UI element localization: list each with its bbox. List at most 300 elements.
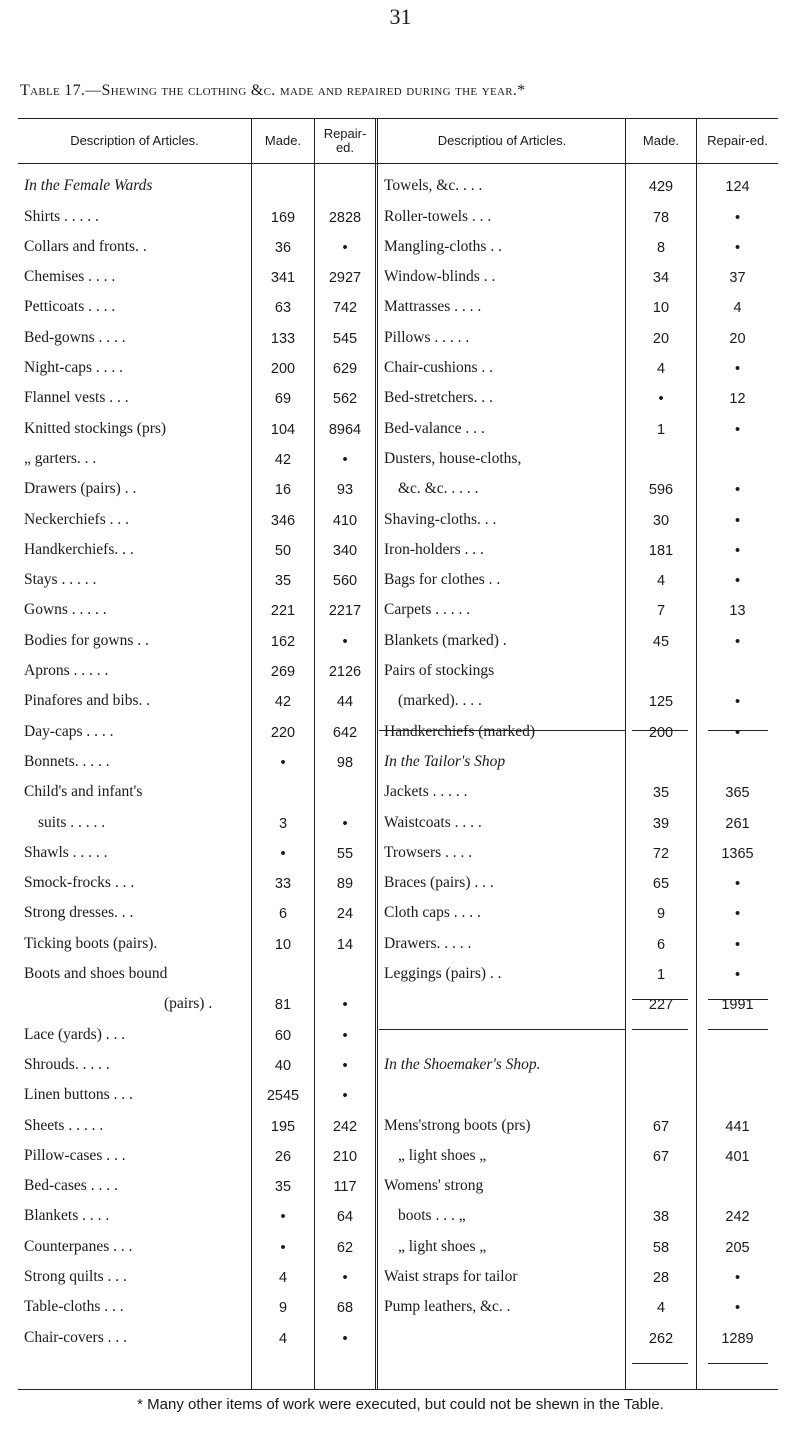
article-description: Waistcoats . . . . (384, 813, 482, 831)
made-count: 181 (648, 542, 674, 559)
table-row (384, 498, 778, 528)
repaired-count: 1289 (721, 1330, 754, 1347)
article-description: Bed-gowns . . . . (24, 328, 126, 346)
table-row (384, 1225, 778, 1255)
table-row (24, 1013, 375, 1043)
table-row (24, 589, 375, 619)
made-count: 341 (270, 270, 296, 287)
table-row (24, 498, 375, 528)
repaired-count: 2126 (328, 664, 362, 681)
article-description: In the Female Wards (24, 177, 153, 195)
table-row (384, 1316, 778, 1346)
header-desc: Description of Articles. (70, 133, 199, 148)
table-row (24, 226, 375, 256)
article-description: Collars and fronts. . (24, 237, 147, 255)
repaired-count: 545 (332, 330, 358, 347)
table-row (24, 468, 375, 498)
repaired-count: 642 (332, 724, 358, 741)
table-row (384, 862, 778, 892)
article-description: Child's and infant's (24, 783, 143, 801)
section-rule (379, 730, 625, 731)
article-description: Chair-covers . . . (24, 1328, 127, 1346)
repaired-count: • (342, 997, 348, 1014)
table-row (384, 922, 778, 952)
made-count: 9 (278, 1300, 288, 1317)
article-description: „ light shoes „ (398, 1237, 487, 1255)
made-count: 42 (274, 694, 292, 711)
made-count: 6 (278, 906, 288, 923)
made-count: 26 (274, 1148, 292, 1165)
repaired-count: 629 (332, 361, 358, 378)
table-row (24, 892, 375, 922)
article-description: Pump leathers, &c. . (384, 1298, 511, 1316)
repaired-count: • (734, 573, 741, 590)
article-description: Knitted stockings (prs) (24, 419, 167, 437)
table-row (24, 1286, 375, 1316)
repaired-count: 8964 (328, 421, 362, 438)
table-row (384, 1286, 778, 1316)
table-row (24, 256, 375, 286)
made-count: 10 (652, 300, 670, 317)
repaired-count: 55 (336, 845, 354, 862)
article-description: Shaving-cloths. . . (384, 510, 497, 528)
repaired-count: • (734, 633, 741, 650)
header-repaired: Repair-ed. (323, 126, 367, 155)
article-description: Bed-stretchers. . . (384, 389, 493, 407)
header-desc-2: Descriptiou of Articles. (437, 133, 567, 148)
made-count: 72 (652, 845, 670, 862)
section-rule (632, 1029, 688, 1030)
table-row (24, 407, 375, 437)
repaired-count: 2217 (328, 603, 362, 620)
made-count: 36 (274, 239, 292, 256)
repaired-count: • (734, 361, 741, 378)
made-count: 2545 (266, 1088, 300, 1105)
table-row (24, 771, 375, 801)
article-description: Blankets . . . . (24, 1207, 110, 1225)
table-row (384, 1074, 778, 1104)
made-count: 596 (648, 482, 674, 499)
table-row (384, 953, 778, 983)
made-count: 1 (656, 421, 666, 438)
made-count: 30 (652, 512, 670, 529)
repaired-count: 562 (332, 391, 358, 408)
made-count: 221 (270, 603, 296, 620)
made-count: • (280, 1239, 286, 1256)
header-repaired-2: Repair-ed. (707, 133, 768, 148)
repaired-count: • (734, 542, 741, 559)
table-row (384, 1195, 778, 1225)
made-count: 58 (652, 1239, 670, 1256)
table-row (384, 559, 778, 589)
footnote: * Many other items of work were executed, but could not be shewn in the Table. (137, 1396, 664, 1413)
made-count: • (280, 845, 286, 862)
made-count: 4 (656, 573, 666, 590)
total-rule (632, 1363, 688, 1364)
made-count: 125 (648, 694, 674, 711)
article-description: „ garters. . . (24, 449, 97, 467)
made-count: 28 (652, 1269, 670, 1286)
table-row (384, 256, 778, 286)
made-count: 4 (656, 1300, 666, 1317)
article-description: Neckerchiefs . . . (24, 510, 130, 528)
article-description: Mangling-cloths . . (384, 237, 502, 255)
repaired-count: 1991 (721, 997, 754, 1014)
table-row (24, 438, 375, 468)
made-count: 78 (652, 209, 670, 226)
article-description: Gowns . . . . . (24, 601, 107, 619)
repaired-count: 261 (725, 815, 750, 832)
made-count: 60 (274, 1027, 292, 1044)
caption-text: Shewing the clothing &c. made and repaired during the year.* (101, 82, 526, 99)
made-count: 34 (652, 270, 670, 287)
repaired-count: 98 (336, 754, 354, 771)
article-description: Pinafores and bibs. . (24, 692, 151, 710)
repaired-count: • (734, 239, 741, 256)
table-row (24, 862, 375, 892)
table-row (384, 438, 778, 468)
made-count: 262 (648, 1330, 674, 1347)
made-count: • (280, 754, 286, 771)
table-row (24, 1104, 375, 1134)
total-rule (632, 999, 688, 1000)
table-row (384, 226, 778, 256)
repaired-count: • (342, 239, 348, 256)
repaired-count: 210 (332, 1148, 358, 1165)
repaired-count: • (734, 1300, 741, 1317)
made-count: 195 (270, 1118, 296, 1135)
repaired-count: 205 (725, 1239, 750, 1256)
article-description: Braces (pairs) . . . (384, 874, 494, 892)
article-description: „ light shoes „ (398, 1146, 487, 1164)
table-row (384, 589, 778, 619)
table-row (24, 1225, 375, 1255)
article-description: Table-cloths . . . (24, 1298, 124, 1316)
section-rule (708, 730, 768, 731)
article-description: Mattrasses . . . . (384, 298, 482, 316)
repaired-count: 89 (336, 876, 354, 893)
article-description: boots . . . „ (398, 1207, 466, 1225)
section-rule (708, 1029, 768, 1030)
repaired-count: 124 (725, 179, 750, 196)
made-count: 67 (652, 1118, 670, 1135)
repaired-count: 44 (336, 694, 354, 711)
table-row (384, 1256, 778, 1286)
table-row (384, 347, 778, 377)
table-caption (20, 82, 790, 100)
repaired-count: 62 (336, 1239, 354, 1256)
repaired-count: • (342, 815, 348, 832)
repaired-count: • (342, 1088, 348, 1105)
made-count: 4 (278, 1330, 288, 1347)
repaired-count: • (734, 936, 741, 953)
made-count: 7 (656, 603, 666, 620)
table-row (24, 922, 375, 952)
article-description: Mens'strong boots (prs) (384, 1116, 531, 1134)
made-count: 10 (274, 936, 292, 953)
article-description: In the Tailor's Shop (384, 752, 506, 770)
repaired-count: 340 (332, 542, 358, 559)
repaired-count: • (342, 1269, 348, 1286)
article-description: Strong dresses. . . (24, 904, 134, 922)
total-rule (708, 999, 768, 1000)
article-description: Handkerchiefs. . . (24, 540, 134, 558)
made-count: 67 (652, 1148, 670, 1165)
made-count: 429 (648, 179, 674, 196)
table-row (24, 650, 375, 680)
repaired-count: • (342, 451, 348, 468)
made-count: 40 (274, 1057, 292, 1074)
article-description: Stays . . . . . (24, 571, 97, 589)
repaired-count: 242 (332, 1118, 358, 1135)
article-description: &c. &c. . . . . (398, 480, 479, 498)
table-row (24, 832, 375, 862)
table-row (384, 286, 778, 316)
article-description: Petticoats . . . . (24, 298, 116, 316)
total-rule (708, 1363, 768, 1364)
article-description: Bed-valance . . . (384, 419, 485, 437)
repaired-count: • (342, 1027, 348, 1044)
made-count: 42 (274, 451, 292, 468)
article-description: Iron-holders . . . (384, 540, 484, 558)
article-description: Blankets (marked) . (384, 631, 507, 649)
repaired-count: 4 (733, 300, 742, 317)
article-description: Bags for clothes . . (384, 571, 501, 589)
table-row (24, 801, 375, 831)
article-description: Window-blinds . . (384, 268, 496, 286)
table-row (384, 1104, 778, 1134)
repaired-count: 93 (336, 482, 354, 499)
made-count: 269 (270, 664, 296, 681)
repaired-count: 560 (332, 573, 358, 590)
made-count: 1 (656, 967, 666, 984)
table-row (384, 407, 778, 437)
article-description: Carpets . . . . . (384, 601, 471, 619)
table-row (24, 529, 375, 559)
table-row (384, 710, 778, 740)
article-description: Night-caps . . . . (24, 359, 124, 377)
repaired-count: • (734, 876, 741, 893)
article-description: Shrouds. . . . . (24, 1055, 110, 1073)
table-row (384, 650, 778, 680)
repaired-count: 20 (729, 330, 746, 347)
table-row (24, 377, 375, 407)
made-count: 6 (656, 936, 666, 953)
article-description: Leggings (pairs) . . (384, 965, 502, 983)
article-description: Smock-frocks . . . (24, 874, 135, 892)
table-row (24, 741, 375, 771)
section-rule (632, 730, 688, 731)
table-row (384, 165, 778, 195)
header-rule (18, 163, 778, 164)
made-count: 346 (270, 512, 296, 529)
article-description: Ticking boots (pairs). (24, 934, 158, 952)
made-count: 39 (652, 815, 670, 832)
repaired-count: 410 (332, 512, 358, 529)
article-description: Dusters, house-cloths, (384, 449, 522, 467)
article-description: Bonnets. . . . . (24, 752, 110, 770)
made-count: 220 (270, 724, 296, 741)
made-count: 4 (656, 361, 666, 378)
section-rule (379, 1029, 625, 1030)
repaired-count: 742 (332, 300, 358, 317)
table-row (384, 771, 778, 801)
made-count: 169 (270, 209, 296, 226)
made-count: 65 (652, 876, 670, 893)
article-description: Chair-cushions . . (384, 359, 494, 377)
repaired-count: • (734, 209, 741, 226)
article-description: Shirts . . . . . (24, 207, 99, 225)
repaired-count: • (734, 482, 741, 499)
article-description: Boots and shoes bound (24, 965, 168, 983)
table-row (24, 619, 375, 649)
table-row (384, 680, 778, 710)
col-rule-double (375, 119, 378, 1389)
article-description: Flannel vests . . . (24, 389, 129, 407)
table-row (384, 1044, 778, 1074)
article-description: Day-caps . . . . (24, 722, 114, 740)
made-count: • (280, 1209, 286, 1226)
clothing-table (18, 118, 778, 1390)
table-row (24, 1256, 375, 1286)
table-row (24, 559, 375, 589)
article-description: In the Shoemaker's Shop. (384, 1055, 541, 1073)
repaired-count: 24 (336, 906, 354, 923)
repaired-count: • (734, 421, 741, 438)
article-description: Counterpanes . . . (24, 1237, 133, 1255)
made-count: • (658, 391, 664, 408)
repaired-count: 242 (725, 1209, 750, 1226)
article-description: Strong quilts . . . (24, 1267, 127, 1285)
table-row (24, 983, 375, 1013)
article-description: Shawls . . . . . (24, 843, 108, 861)
made-count: 35 (274, 1179, 292, 1196)
made-count: 33 (274, 876, 292, 893)
made-count: 35 (274, 573, 292, 590)
article-description: Pillow-cases . . . (24, 1146, 126, 1164)
repaired-count: 401 (725, 1148, 750, 1165)
made-count: 200 (648, 724, 674, 741)
repaired-count: • (734, 1269, 741, 1286)
repaired-count: • (734, 694, 741, 711)
repaired-count: 64 (336, 1209, 354, 1226)
table-row (24, 1316, 375, 1346)
right-table-body (384, 165, 778, 1347)
article-description: Drawers (pairs) . . (24, 480, 137, 498)
made-count: 81 (274, 997, 292, 1014)
article-description: Chemises . . . . (24, 268, 116, 286)
repaired-count: 13 (729, 603, 746, 620)
table-row (384, 377, 778, 407)
article-description: Sheets . . . . . (24, 1116, 104, 1134)
repaired-count: • (342, 1057, 348, 1074)
header-made: Made. (264, 133, 302, 148)
made-count: 69 (274, 391, 292, 408)
article-description: suits . . . . . (38, 813, 106, 831)
article-description: Bed-cases . . . . (24, 1177, 118, 1195)
made-count: 227 (648, 997, 674, 1014)
repaired-count: 365 (725, 785, 750, 802)
made-count: 16 (274, 482, 292, 499)
page-number: 31 (389, 4, 412, 29)
repaired-count: • (734, 906, 741, 923)
repaired-count: 2828 (328, 209, 362, 226)
left-table-body (24, 165, 375, 1347)
made-count: 20 (652, 330, 670, 347)
table-row (24, 347, 375, 377)
made-count: 8 (656, 239, 666, 256)
made-count: 4 (278, 1269, 288, 1286)
table-row (24, 1165, 375, 1195)
table-row (24, 1044, 375, 1074)
table-row (384, 468, 778, 498)
table-row (384, 801, 778, 831)
made-count: 63 (274, 300, 292, 317)
table-row (24, 316, 375, 346)
table-row (384, 619, 778, 649)
table-row (24, 165, 375, 195)
article-description: Drawers. . . . . (384, 934, 472, 952)
made-count: 104 (270, 421, 296, 438)
made-count: 50 (274, 542, 292, 559)
table-row (24, 953, 375, 983)
article-description: Roller-towels . . . (384, 207, 492, 225)
article-description: Lace (yards) . . . (24, 1025, 126, 1043)
article-description: Womens' strong (384, 1177, 484, 1195)
table-row (24, 195, 375, 225)
repaired-count: • (342, 1330, 348, 1347)
article-description: Linen buttons . . . (24, 1086, 133, 1104)
repaired-count: 1365 (721, 845, 754, 862)
article-description: Cloth caps . . . . (384, 904, 481, 922)
table-row (384, 316, 778, 346)
table-row (384, 195, 778, 225)
table-row (24, 286, 375, 316)
made-count: 133 (270, 330, 296, 347)
table-row (384, 1135, 778, 1165)
repaired-count: 37 (729, 270, 746, 287)
repaired-count: 441 (725, 1118, 750, 1135)
table-row (24, 680, 375, 710)
article-description: Waist straps for tailor (384, 1267, 518, 1285)
repaired-count: • (342, 633, 348, 650)
article-description: (pairs) . (164, 995, 213, 1013)
made-count: 200 (270, 361, 296, 378)
header-made-2: Made. (642, 133, 680, 148)
table-row (24, 1135, 375, 1165)
table-row (24, 1074, 375, 1104)
repaired-count: 14 (336, 936, 354, 953)
repaired-count: • (734, 967, 741, 984)
made-count: 3 (278, 815, 288, 832)
article-description: (marked). . . . (398, 692, 482, 710)
article-description: Towels, &c. . . . (384, 177, 483, 195)
caption-prefix: Table 17.— (20, 82, 102, 99)
table-row (384, 529, 778, 559)
repaired-count: 117 (333, 1179, 357, 1196)
article-description: Jackets . . . . . (384, 783, 468, 801)
table-row (384, 892, 778, 922)
article-description: Aprons . . . . . (24, 662, 109, 680)
repaired-count: • (734, 512, 741, 529)
repaired-count: 68 (336, 1300, 354, 1317)
repaired-count: 2927 (328, 270, 362, 287)
table-row (24, 1195, 375, 1225)
article-description: Bodies for gowns . . (24, 631, 149, 649)
made-count: 35 (652, 785, 670, 802)
article-description: Pillows . . . . . (384, 328, 470, 346)
table-row (24, 710, 375, 740)
